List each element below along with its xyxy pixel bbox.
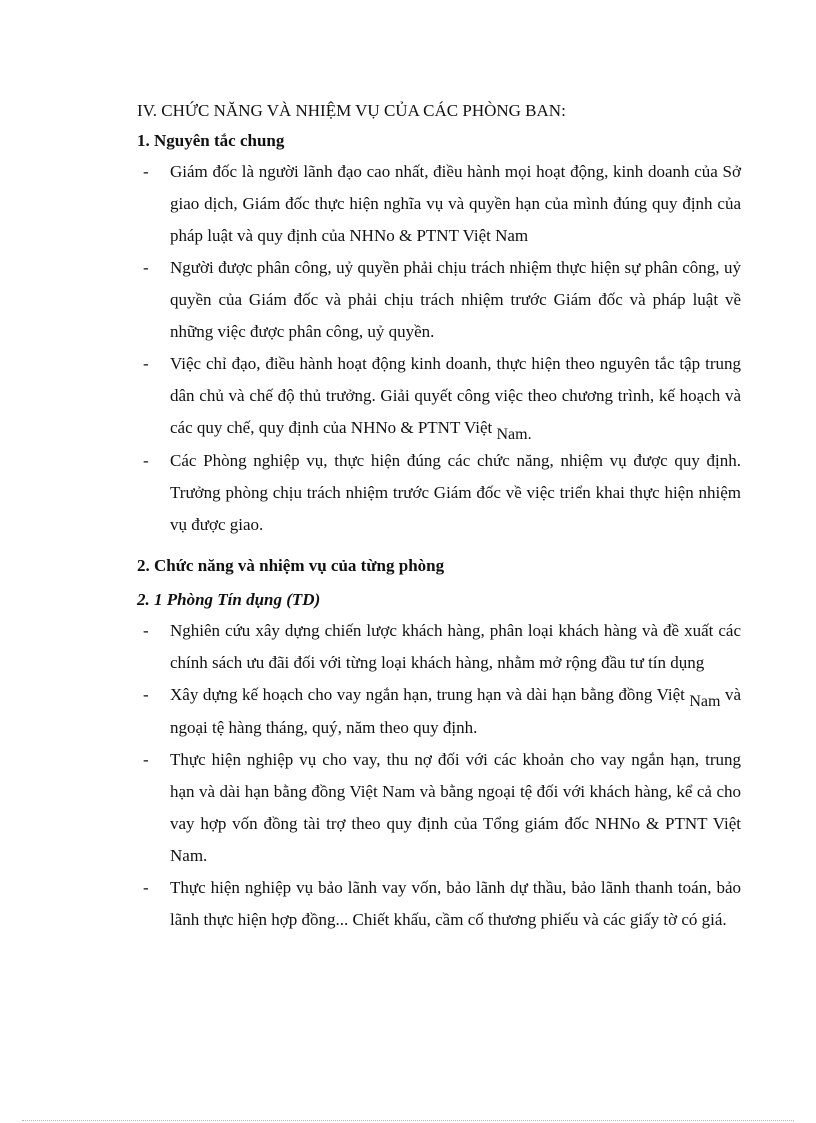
part2-heading: 2. Chức năng và nhiệm vụ của từng phòng xyxy=(137,556,445,575)
list-item xyxy=(137,744,741,872)
section-heading: IV. CHỨC NĂNG VÀ NHIỆM VỤ CỦA CÁC PHÒNG BAN: xyxy=(137,101,566,120)
document-body xyxy=(137,96,741,936)
bullet-dash: - xyxy=(143,451,149,470)
lowered-text: Nam xyxy=(689,693,721,710)
bullet-dash: - xyxy=(143,354,149,373)
list-item-text: Các Phòng nghiệp vụ, thực hiện đúng các chức năng, nhiệm vụ được quy định. Trưởng phòng chịu trách nhiệm trước Giám đốc về việc triển khai thực hiện nhiệm vụ được giao. xyxy=(170,451,741,534)
list-item-text: Người được phân công, uỷ quyền phải chịu trách nhiệm thực hiện sự phân công, uỷ quyền của Giám đốc và phải chịu trách nhiệm trước Giám đốc và pháp luật về những việc được phân công, uỷ quyền. xyxy=(170,258,741,341)
list-item xyxy=(137,156,741,252)
part2-list xyxy=(137,615,741,936)
bullet-dash: - xyxy=(143,621,149,640)
list-item-text: Thực hiện nghiệp vụ bảo lãnh vay vốn, bảo lãnh dự thầu, bảo lãnh thanh toán, bảo lãnh thực hiện hợp đồng... Chiết khấu, cầm cố thương phiếu và các giấy tờ có giá. xyxy=(170,878,741,929)
bullet-dash: - xyxy=(143,258,149,277)
list-item xyxy=(137,615,741,679)
list-item xyxy=(137,348,741,445)
part1-heading: 1. Nguyên tắc chung xyxy=(137,131,285,150)
list-item xyxy=(137,252,741,348)
part2-subheading: 2. 1 Phòng Tín dụng (TD) xyxy=(137,590,321,609)
list-item-text: Nghiên cứu xây dựng chiến lược khách hàng, phân loại khách hàng và đề xuất các chính sách ưu đãi đối với từng loại khách hàng, nhằm mở rộng đầu tư tín dụng xyxy=(170,621,741,672)
bullet-dash: - xyxy=(143,878,149,897)
list-item-text: Giám đốc là người lãnh đạo cao nhất, điều hành mọi hoạt động, kinh doanh của Sở giao dịch, Giám đốc thực hiện nghĩa vụ và quyền hạn của mình đúng quy định của pháp luật và quy định của NHNo & PTNT Việt Nam xyxy=(170,162,741,245)
bullet-dash: - xyxy=(143,685,149,704)
list-item xyxy=(137,872,741,936)
list-item-text: Việc chỉ đạo, điều hành hoạt động kinh doanh, thực hiện theo nguyên tắc tập trung dân chủ và chế độ thủ trưởng. Giải quyết công việc theo chương trình, kế hoạch và các quy chế, quy định của NHNo & PTNT Việt xyxy=(170,354,741,437)
lowered-text: Nam. xyxy=(496,426,532,443)
page-bottom-divider xyxy=(22,1120,794,1121)
list-item xyxy=(137,679,741,744)
list-item-text: Xây dựng kế hoạch cho vay ngắn hạn, trung hạn và dài hạn bằng đồng Việt xyxy=(170,685,690,704)
list-item xyxy=(137,445,741,541)
list-item-text: Thực hiện nghiệp vụ cho vay, thu nợ đối với các khoản cho vay ngắn hạn, trung hạn và dài hạn bằng đồng Việt Nam và bằng ngoại tệ đối với khách hàng, kể cả cho vay hợp vốn đồng tài trợ theo quy định của Tổng giám đốc NHNo & PTNT Việt Nam. xyxy=(170,750,741,865)
part1-list xyxy=(137,156,741,541)
bullet-dash: - xyxy=(143,162,149,181)
list-item-text: và ngoại tệ hàng tháng, quý, năm theo quy định. xyxy=(170,685,741,737)
bullet-dash: - xyxy=(143,750,149,769)
